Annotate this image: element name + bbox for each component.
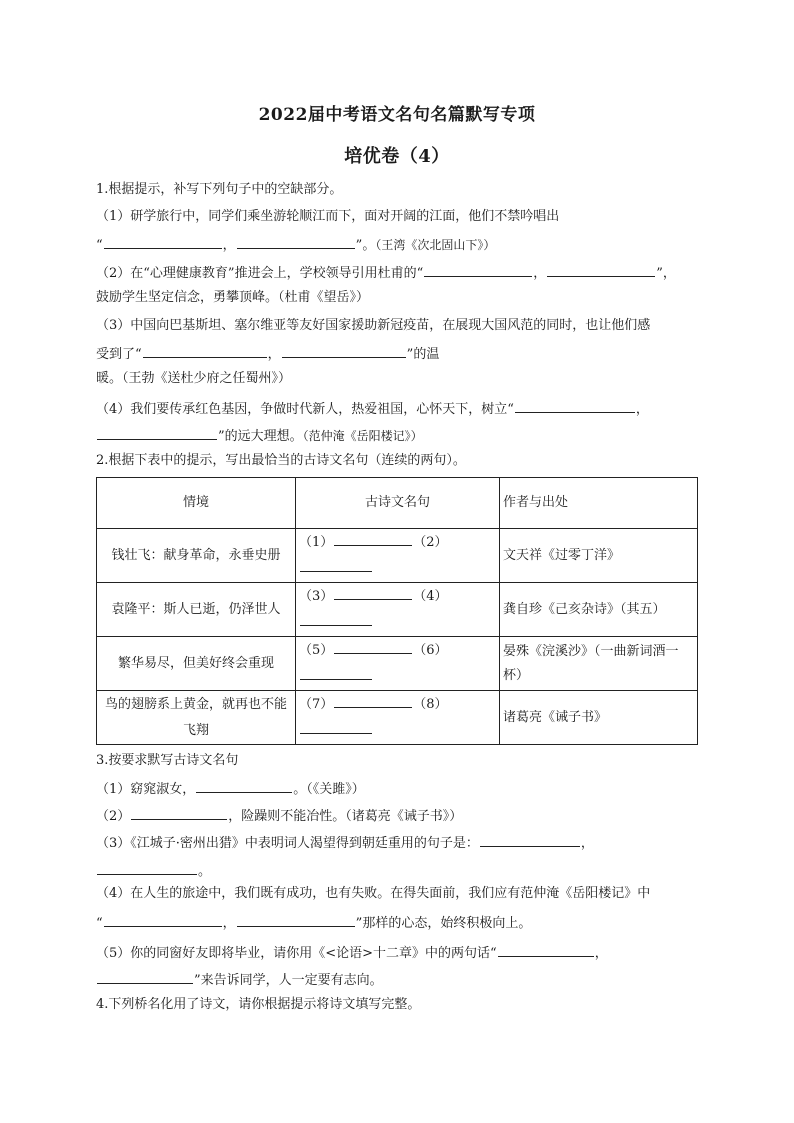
answer-blank[interactable] <box>104 912 222 927</box>
answer-cell: （1） （2） <box>295 529 499 583</box>
q2-table <box>96 477 698 745</box>
answer-blank[interactable] <box>97 969 193 984</box>
q3-item1: （1）窈窕淑女， 。（《关雎》） <box>96 778 706 799</box>
q1-item3-answer: 受到了“ ， ”的温 <box>96 343 706 364</box>
answer-blank[interactable] <box>97 860 197 875</box>
table-row <box>97 637 698 691</box>
table-header-cell: 作者与出处 <box>500 478 698 529</box>
table-row <box>97 691 698 745</box>
context-cell: 繁华易尽，但美好终会重现 <box>97 637 296 691</box>
q1-heading: 1.根据提示，补写下列句子中的空缺部分。 <box>96 182 343 197</box>
answer-blank[interactable] <box>104 234 222 249</box>
q3-item2: （2） ，险躁则不能冶性。（诸葛亮《诫子书》） <box>96 805 706 826</box>
answer-blank[interactable] <box>334 693 412 708</box>
answer-cell: （3） （4） <box>295 583 499 637</box>
context-cell: 鸟的翅膀系上黄金，就再也不能飞翔 <box>97 691 296 745</box>
source-cell: 晏殊《浣溪沙》（一曲新词酒一杯） <box>500 637 698 691</box>
answer-blank[interactable] <box>97 425 217 440</box>
context-cell: 钱壮飞：献身革命，永垂史册 <box>97 529 296 583</box>
answer-blank[interactable] <box>282 343 406 358</box>
answer-blank[interactable] <box>498 942 594 957</box>
q2-heading: 2.根据下表中的提示，写出最恰当的古诗文名句（连续的两句）。 <box>96 453 466 468</box>
q1-item4-answer: ”的远大理想。（范仲淹《岳阳楼记》） <box>96 425 706 446</box>
q3-heading: 3.按要求默写古诗文名句 <box>96 753 239 768</box>
answer-cell: （7） （8） <box>295 691 499 745</box>
answer-blank[interactable] <box>143 343 267 358</box>
answer-blank[interactable] <box>300 719 372 734</box>
q3-item3-answer: 。 <box>96 860 706 881</box>
answer-blank[interactable] <box>334 585 412 600</box>
q1-item4-prompt: （4）我们要传承红色基因，争做时代新人，热爱祖国，心怀天下，树立“ ， <box>96 398 706 419</box>
source-cell: 文天祥《过零丁洋》 <box>500 529 698 583</box>
q1-item2-text: 鼓励学生坚定信念，勇攀顶峰。（杜甫《望岳》） <box>96 290 370 305</box>
answer-cell: （5） （6） <box>295 637 499 691</box>
source-cell: 诸葛亮《诫子书》 <box>500 691 698 745</box>
q1-item3-prompt: （3）中国向巴基斯坦、塞尔维亚等友好国家援助新冠疫苗，在展现大国风范的同时，也让他们感 <box>96 318 651 333</box>
table-header-row <box>97 478 698 529</box>
q4-heading: 4.下列桥名化用了诗文，请你根据提示将诗文填写完整。 <box>96 997 421 1012</box>
answer-blank[interactable] <box>424 262 532 277</box>
q1-item1-answer: “ ， ”。（王湾《次北固山下》） <box>96 234 706 255</box>
answer-blank[interactable] <box>300 665 372 680</box>
q3-item5-prompt: （5）你的同窗好友即将毕业，请你用《<论语>十二章》中的两句话“ ， <box>96 942 706 963</box>
answer-blank[interactable] <box>334 531 412 546</box>
page-title: 2022届中考语文名句名篇默写专项 <box>258 105 536 125</box>
answer-blank[interactable] <box>480 832 580 847</box>
context-cell: 袁隆平：斯人已逝，仍泽世人 <box>97 583 296 637</box>
answer-blank[interactable] <box>237 234 355 249</box>
answer-blank[interactable] <box>300 611 372 626</box>
q1-item1-prompt: （1）研学旅行中，同学们乘坐游轮顺江而下，面对开阔的江面，他们不禁吟唱出 <box>96 209 560 224</box>
answer-blank[interactable] <box>131 805 227 820</box>
answer-blank[interactable] <box>515 398 635 413</box>
q1-item2-prompt: （2）在“心理健康教育”推进会上，学校领导引用杜甫的“ ， ”， <box>96 262 706 283</box>
answer-blank[interactable] <box>300 557 372 572</box>
answer-blank[interactable] <box>334 639 412 654</box>
page-subtitle: 培优卷（4） <box>344 146 450 167</box>
q3-item4-answer: “ ， ”那样的心态，始终积极向上。 <box>96 912 706 933</box>
answer-blank[interactable] <box>196 778 292 793</box>
table-row <box>97 583 698 637</box>
answer-blank[interactable] <box>547 262 655 277</box>
q3-item4-prompt: （4）在人生的旅途中，我们既有成功，也有失败。在得失面前，我们应有范仲淹《岳阳楼记》中 <box>96 886 651 901</box>
answer-blank[interactable] <box>237 912 355 927</box>
table-header-cell: 古诗文名句 <box>295 478 499 529</box>
table-header-cell: 情境 <box>97 478 296 529</box>
q3-item5-answer: ”来告诉同学，人一定要有志向。 <box>96 969 706 990</box>
q1-item3-text: 暖。（王勃《送杜少府之任蜀州》） <box>96 371 292 386</box>
q3-item3: （3）《江城子·密州出猎》中表明词人渴望得到朝廷重用的句子是： ， <box>96 832 706 853</box>
table-row <box>97 529 698 583</box>
source-cell: 龚自珍《己亥杂诗》（其五） <box>500 583 698 637</box>
